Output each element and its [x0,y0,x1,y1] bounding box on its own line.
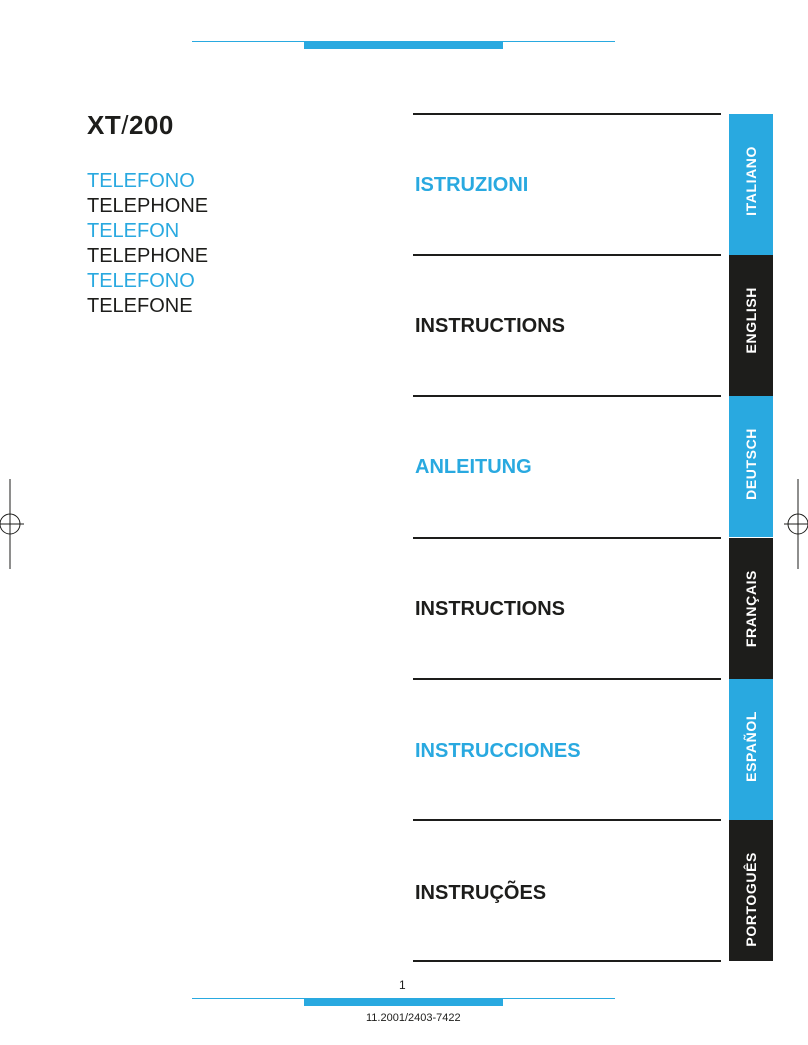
bottom-accent-bar [304,998,503,1006]
section-divider [413,537,721,539]
section-divider [413,395,721,397]
section-divider [413,254,721,256]
section-link-french[interactable]: INSTRUCTIONS [415,598,565,620]
language-tab-label: ITALIANO [743,146,759,216]
language-tab-espanol[interactable] [729,679,773,820]
page-number: 1 [399,978,406,992]
product-name-list [87,169,208,319]
document-code: 11.2001/2403-7422 [366,1012,461,1024]
language-tab-label: ESPAÑOL [743,711,759,782]
language-tab-label: ENGLISH [743,287,759,354]
product-name-english: TELEPHONE [87,195,209,217]
product-name-portuguese: TELEFONE [87,295,193,317]
section-link-spanish[interactable]: INSTRUCCIONES [415,740,581,762]
top-accent-bar [304,41,503,49]
model-title: XT/200 [87,110,174,140]
language-tab-label: FRANÇAIS [743,570,759,648]
language-tab-italiano[interactable] [729,114,773,255]
product-name-spanish: TELEFONO [87,270,195,292]
section-divider [413,819,721,821]
language-tab-portogues[interactable] [729,820,773,961]
section-divider [413,960,721,962]
left-crop-mark-icon [0,479,26,569]
section-link-german[interactable]: ANLEITUNG [415,456,532,478]
right-crop-mark-icon [782,479,808,569]
section-link-italian[interactable]: ISTRUZIONI [415,174,529,196]
section-divider [413,113,721,115]
product-name-french: TELEPHONE [87,245,209,267]
product-name-german: TELEFON [87,220,180,242]
language-tab-english[interactable] [729,255,773,396]
language-tab-label: DEUTSCH [743,428,759,500]
section-link-portuguese[interactable]: INSTRUÇÕES [415,882,547,904]
language-tab-francais[interactable] [729,538,773,679]
language-tab-deutsch[interactable] [729,396,773,537]
section-link-english[interactable]: INSTRUCTIONS [415,315,565,337]
product-name-italian: TELEFONO [87,170,195,192]
section-divider [413,678,721,680]
language-tab-label: PORTOGUÊS [743,852,759,947]
